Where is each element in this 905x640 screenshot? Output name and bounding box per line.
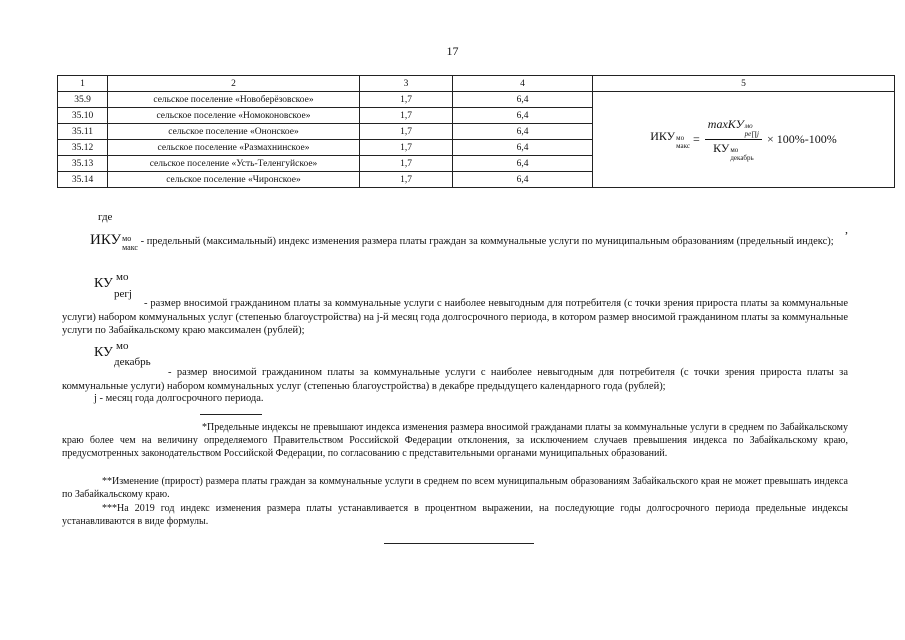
formula-num-prefix: max [707,117,728,131]
settlement-name: сельское поселение «Ононское» [108,124,360,140]
formula-cell [593,92,895,188]
table-header-cell: 2 [108,76,360,92]
value-col4: 6,4 [453,172,593,188]
value-col3: 1,7 [360,140,453,156]
value-col3: 1,7 [360,156,453,172]
footnote-3: ***На 2019 год индекс изменения размера платы устанавливается в процентном выражении, на последующие годы долгосрочного периода предельные индексы устанавливаются в виде формулы. [62,503,848,528]
definition-iku-text: - предельный (максимальный) индекс изменения размера платы граждан за коммунальные услуги по муниципальным образованиям (предельный индекс); [140,236,834,247]
value-col4: 6,4 [453,124,593,140]
value-col3: 1,7 [360,124,453,140]
settlement-name: сельское поселение «Размахнинское» [108,140,360,156]
row-number: 35.13 [58,156,108,172]
formula-tail: × 100%-100% [767,132,837,146]
definition-ku-dec [62,366,848,393]
row-number: 35.9 [58,92,108,108]
symbol-ku-dec-sub: декабрь [114,356,151,368]
value-col3: 1,7 [360,108,453,124]
value-col3: 1,7 [360,92,453,108]
index-formula [650,117,837,162]
indices-table [57,75,895,188]
formula-den-main: КУ [713,141,730,155]
definition-ku-j [62,297,848,338]
trailing-comma: , [845,222,848,236]
symbol-iku [90,234,138,252]
settlement-name: сельское поселение «Новоберёзовское» [108,92,360,108]
formula-num-sup: мо [744,122,753,130]
formula-den-sup: мо [730,146,739,154]
row-number: 35.11 [58,124,108,140]
table-header-cell: 3 [360,76,453,92]
value-col4: 6,4 [453,108,593,124]
value-col4: 6,4 [453,92,593,108]
settlement-name: сельское поселение «Номоконовское» [108,108,360,124]
footnote-2: **Изменение (прирост) размера платы граждан за коммунальные услуги в среднем по всем муниципальным образованиям Забайкальского края не может превышать индекса по Забайкальскому краю. [62,476,848,501]
definition-iku [62,234,848,252]
formula-lhs: ИКУ [650,129,676,143]
table-header-row [58,76,895,92]
table-row [58,92,895,108]
symbol-ku-j-sup: мо [116,271,129,283]
formula-fraction [705,117,762,162]
settlement-name: сельское поселение «Усть-Теленгуйское» [108,156,360,172]
definition-ku-dec-text: - размер вносимой гражданином платы за коммунальные услуги с наиболее невыгодным для потребителя (с точки зрения прироста платы за коммунальные услуги) набором коммунальных услуг (степенью благоустройства) в декабре предыдущего календарного года (рублей); [62,367,848,392]
value-col4: 6,4 [453,140,593,156]
value-col4: 6,4 [453,156,593,172]
settlement-name: сельское поселение «Чиронское» [108,172,360,188]
end-separator [384,543,534,544]
row-number: 35.14 [58,172,108,188]
symbol-ku-dec-sup: мо [116,340,129,352]
table-header-cell: 4 [453,76,593,92]
footnote-separator [200,414,262,415]
row-number: 35.10 [58,108,108,124]
formula-num-sub: pe∏j [744,130,759,138]
symbol-ku-dec-main: КУ [94,345,113,360]
symbol-ku-j-sub: peгj [114,288,132,300]
definition-ku-j-text: - размер вносимой гражданином платы за коммунальные услуги с наиболее невыгодным для потребителя (с точки зрения прироста платы за коммунальные услуги) набором коммунальных услуг (степенью благоустройства) на j-й месяц года долгосрочного периода, в котором размер вносимой гражданином платы за коммунальные услуги по Забайкальскому краю максимален (рублей); [62,298,848,336]
formula-lhs-sub: макс [676,142,690,150]
symbol-iku-sub: макс [122,243,138,252]
table-header-cell: 1 [58,76,108,92]
symbol-iku-main: ИКУ [90,232,122,248]
table-header-cell: 5 [593,76,895,92]
formula-lhs-sup: мо [676,134,685,142]
value-col3: 1,7 [360,172,453,188]
formula-den-sub: декабрь [730,154,754,162]
symbol-ku-j-main: КУ [94,276,113,291]
definition-j: j - месяц года долгосрочного периода. [94,393,264,404]
row-number: 35.12 [58,140,108,156]
footnote-1: *Предельные индексы не превышают индекса изменения размера вносимой гражданами платы за коммунальные услуги в среднем по Забайкальскому краю более чем на величину определяемого Правительством Российской Федерации отклонения, за исключением случаев превышения индекса по Забайкальскому краю, предусмотренных законодательством Российской Федерации, по согласованию с представительными органами муниципальных образований. [62,422,848,460]
page-number: 17 [446,44,459,58]
formula-num-main: КУ [727,117,744,131]
symbol-ku-dec [94,340,151,368]
where-label: где [98,211,113,223]
symbol-iku-sup: мо [122,234,132,243]
formula-equals: = [693,132,700,146]
symbol-ku-j [94,271,132,300]
